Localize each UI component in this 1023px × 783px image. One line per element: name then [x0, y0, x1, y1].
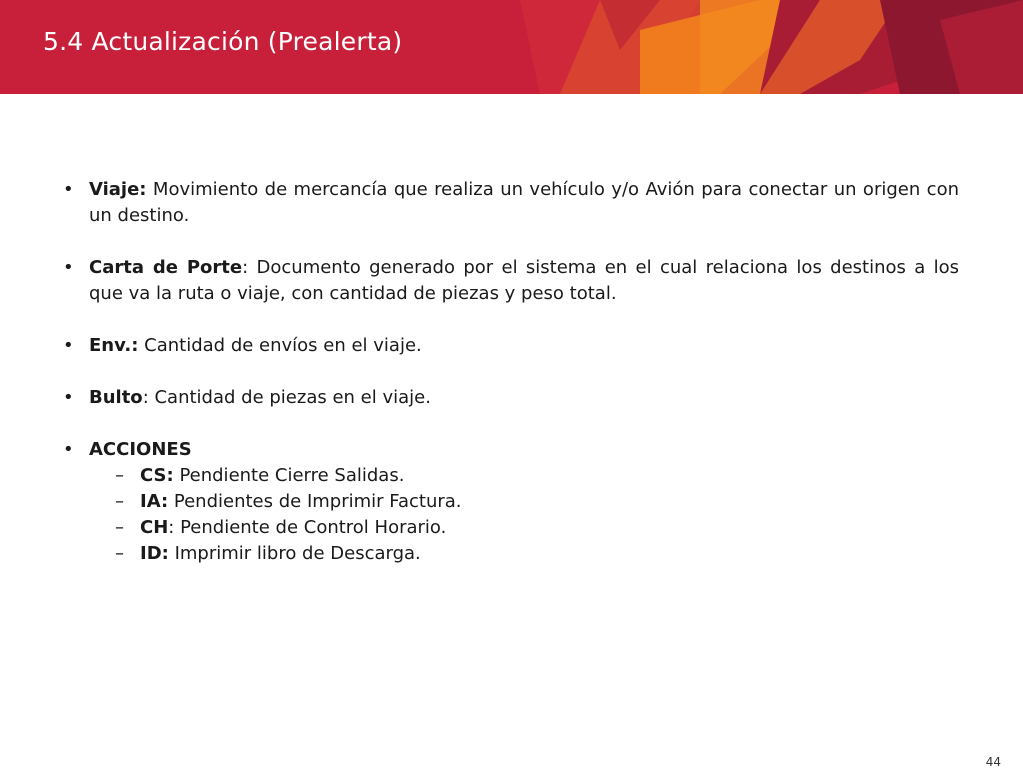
- term-label: Bulto: [89, 387, 143, 408]
- sub-list-item: [63, 541, 959, 567]
- list-item-acciones: [63, 437, 959, 463]
- list-item: [63, 385, 959, 411]
- list-item: [63, 255, 959, 307]
- bullet-glyph: •: [63, 387, 74, 408]
- bullet-glyph: •: [63, 439, 74, 460]
- term-label: Carta de Porte: [89, 257, 243, 278]
- page-number: 44: [985, 755, 1001, 769]
- action-description: Pendiente Cierre Salidas.: [173, 465, 405, 486]
- sub-list-item: [63, 515, 959, 541]
- bullet-glyph: •: [63, 257, 74, 278]
- action-code: IA:: [140, 491, 169, 512]
- sub-list-item: [63, 489, 959, 515]
- definition-text: Cantidad de envíos en el viaje.: [138, 335, 422, 356]
- header-banner: [0, 0, 1023, 94]
- page-title: 5.4 Actualización (Prealerta): [43, 27, 403, 56]
- action-description: Pendientes de Imprimir Factura.: [168, 491, 462, 512]
- definition-text: Movimiento de mercancía que realiza un vehículo y/o Avión para conectar un origen con un destino.: [89, 179, 959, 226]
- definition-text: : Cantidad de piezas en el viaje.: [142, 387, 431, 408]
- bullet-list: [63, 177, 959, 567]
- dash-glyph: –: [115, 491, 124, 512]
- action-code: CS:: [140, 465, 174, 486]
- dash-glyph: –: [115, 543, 124, 564]
- definition-text: : Documento generado por el sistema en el cual relaciona los destinos a los que va la ruta o viaje, con cantidad de piezas y peso total.: [89, 257, 959, 304]
- dash-glyph: –: [115, 465, 124, 486]
- term-label: ACCIONES: [89, 439, 192, 460]
- list-item: [63, 333, 959, 359]
- bullet-glyph: •: [63, 335, 74, 356]
- action-description: : Pendiente de Control Horario.: [168, 517, 447, 538]
- action-code: ID:: [140, 543, 169, 564]
- list-item: [63, 177, 959, 229]
- sub-list-item: [63, 463, 959, 489]
- dash-glyph: –: [115, 517, 124, 538]
- action-code: CH: [140, 517, 169, 538]
- action-description: Imprimir libro de Descarga.: [168, 543, 421, 564]
- bullet-glyph: •: [63, 179, 74, 200]
- term-label: Viaje:: [89, 179, 147, 200]
- term-label: Env.:: [89, 335, 139, 356]
